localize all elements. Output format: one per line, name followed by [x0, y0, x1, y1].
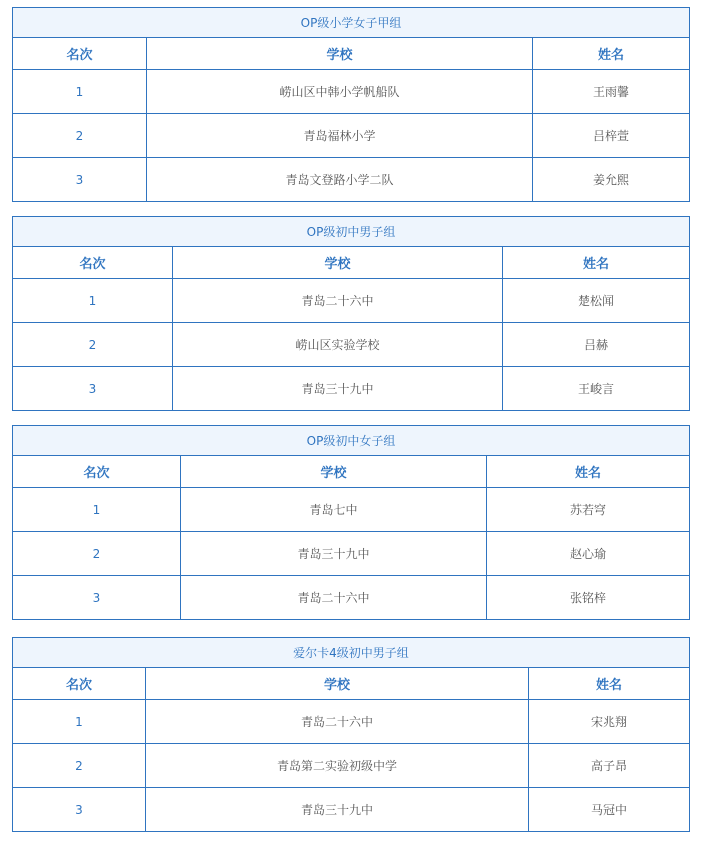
rank-cell: 2 [13, 323, 173, 367]
table-header-row [13, 38, 690, 70]
table-row [13, 488, 690, 532]
results-table-op-junior-girls [12, 425, 690, 620]
name-cell: 王雨馨 [533, 70, 690, 114]
rank-cell: 3 [13, 576, 181, 620]
table-row [13, 70, 690, 114]
school-cell: 青岛第二实验初级中学 [146, 744, 529, 788]
table-row [13, 114, 690, 158]
school-cell: 崂山区实验学校 [173, 323, 503, 367]
school-cell: 青岛二十六中 [181, 576, 487, 620]
school-cell: 青岛二十六中 [146, 700, 529, 744]
table-title: OP级小学女子甲组 [13, 8, 690, 38]
table-row [13, 279, 690, 323]
table-title: 爱尔卡4级初中男子组 [13, 638, 690, 668]
name-cell: 张铭梓 [487, 576, 690, 620]
table-title-row [13, 8, 690, 38]
school-cell: 青岛二十六中 [173, 279, 503, 323]
rank-cell: 2 [13, 744, 146, 788]
school-cell: 青岛三十九中 [181, 532, 487, 576]
rank-cell: 3 [13, 158, 147, 202]
table-row [13, 323, 690, 367]
table-row [13, 532, 690, 576]
results-table-op-junior-boys [12, 216, 690, 411]
school-cell: 青岛七中 [181, 488, 487, 532]
table-row [13, 788, 690, 832]
name-cell: 马冠中 [529, 788, 690, 832]
rank-cell: 1 [13, 488, 181, 532]
name-cell: 吕赫 [503, 323, 690, 367]
name-cell: 苏若穹 [487, 488, 690, 532]
table-row [13, 744, 690, 788]
name-cell: 吕梓萱 [533, 114, 690, 158]
table-row [13, 700, 690, 744]
table-header-row [13, 247, 690, 279]
school-cell: 青岛三十九中 [173, 367, 503, 411]
rank-cell: 1 [13, 70, 147, 114]
rank-cell: 1 [13, 279, 173, 323]
name-cell: 楚松闻 [503, 279, 690, 323]
header-school: 学校 [146, 668, 529, 700]
header-school: 学校 [173, 247, 503, 279]
table-header-row [13, 668, 690, 700]
header-rank: 名次 [13, 247, 173, 279]
table-title-row [13, 426, 690, 456]
school-cell: 青岛福林小学 [147, 114, 533, 158]
name-cell: 姜允熙 [533, 158, 690, 202]
school-cell: 青岛文登路小学二队 [147, 158, 533, 202]
rank-cell: 1 [13, 700, 146, 744]
header-name: 姓名 [533, 38, 690, 70]
results-table-elka4-junior-boys [12, 637, 690, 832]
header-rank: 名次 [13, 668, 146, 700]
name-cell: 高子昂 [529, 744, 690, 788]
table-title: OP级初中女子组 [13, 426, 690, 456]
table-row [13, 158, 690, 202]
header-school: 学校 [181, 456, 487, 488]
rank-cell: 2 [13, 114, 147, 158]
rank-cell: 2 [13, 532, 181, 576]
header-rank: 名次 [13, 38, 147, 70]
name-cell: 宋兆翔 [529, 700, 690, 744]
header-name: 姓名 [487, 456, 690, 488]
header-name: 姓名 [529, 668, 690, 700]
table-title-row [13, 217, 690, 247]
table-title: OP级初中男子组 [13, 217, 690, 247]
header-school: 学校 [147, 38, 533, 70]
table-header-row [13, 456, 690, 488]
name-cell: 赵心瑜 [487, 532, 690, 576]
school-cell: 青岛三十九中 [146, 788, 529, 832]
header-rank: 名次 [13, 456, 181, 488]
school-cell: 崂山区中韩小学帆船队 [147, 70, 533, 114]
table-row [13, 576, 690, 620]
table-row [13, 367, 690, 411]
header-name: 姓名 [503, 247, 690, 279]
results-table-op-primary-girls [12, 7, 690, 202]
rank-cell: 3 [13, 367, 173, 411]
name-cell: 王峻言 [503, 367, 690, 411]
rank-cell: 3 [13, 788, 146, 832]
table-title-row [13, 638, 690, 668]
